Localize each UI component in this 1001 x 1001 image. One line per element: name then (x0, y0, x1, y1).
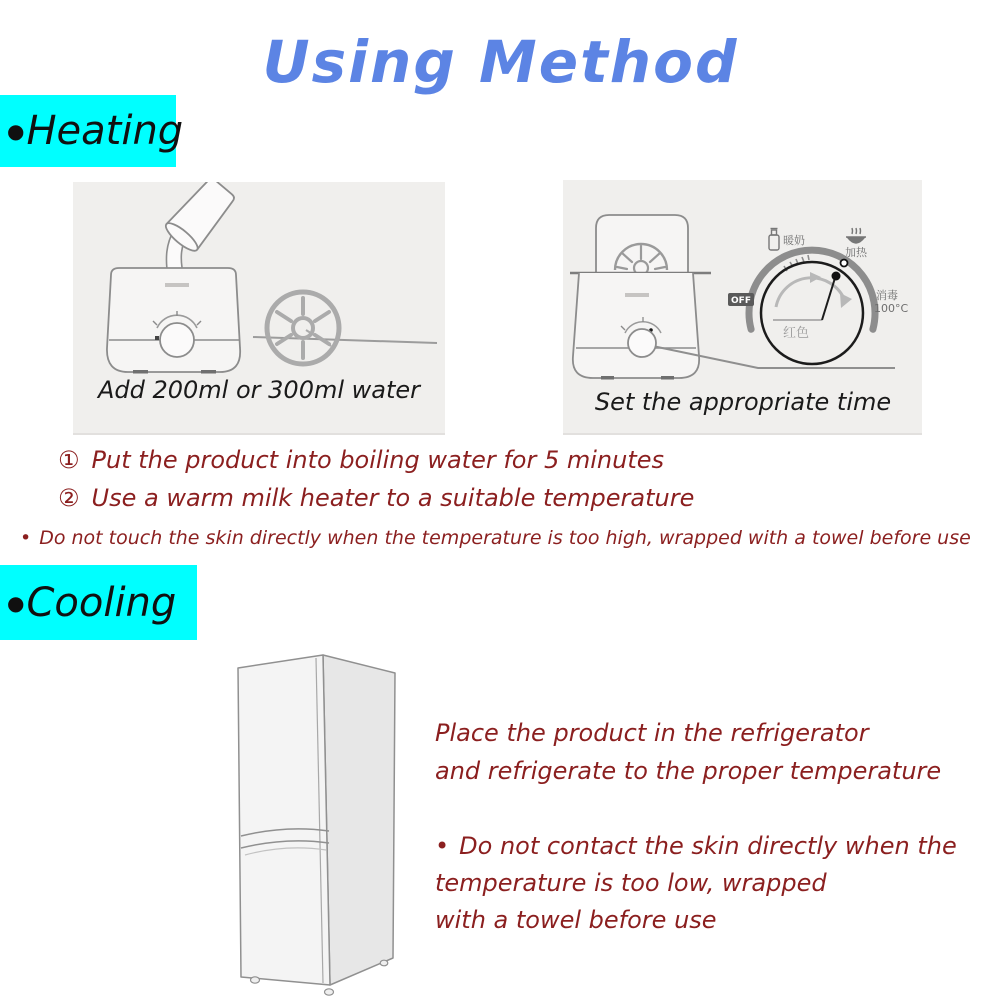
add-water-caption: Add 200ml or 300ml water (97, 376, 421, 404)
cooling-description-line: and refrigerate to the proper temperature (435, 757, 942, 785)
dial-pointer (822, 278, 835, 320)
arrowhead (840, 293, 852, 308)
bullet-icon: ● (7, 119, 25, 143)
page-title: Using Method (262, 28, 739, 96)
cooling-note-text: Do not contact the skin directly when the (459, 832, 957, 860)
cooling-description-line: Place the product in the refrigerator (435, 719, 869, 747)
knob-marker (155, 336, 159, 340)
warmer-foot (661, 376, 674, 380)
heating-step-2 (58, 484, 694, 512)
heating-section-label (0, 95, 184, 167)
cooling-label-text: Cooling (26, 579, 177, 626)
sterilize-label: 消毒 (876, 289, 898, 302)
sterilize-temp-label: 100°C (874, 302, 909, 315)
step-text: Put the product into boiling water for 5 minutes (91, 446, 664, 474)
fridge-side-face (323, 655, 395, 985)
warmer-foot (133, 370, 148, 374)
pointer-dot (832, 272, 841, 281)
refrigerator-illustration (200, 640, 420, 1000)
arrowhead (810, 272, 821, 283)
warmer-foot (601, 376, 614, 380)
heating-step-1 (58, 446, 664, 474)
warmer-body (573, 273, 699, 378)
set-time-panel (563, 180, 922, 433)
cooling-section-label (0, 565, 197, 640)
set-time-caption: Set the appropriate time (594, 388, 892, 416)
bullet-icon: • (20, 527, 32, 549)
heating-label-text: Heating (26, 108, 184, 154)
rim-marker-dot (841, 260, 848, 267)
heating-warning-note (20, 527, 971, 549)
step-text: Use a warm milk heater to a suitable temperature (91, 484, 695, 512)
milk-warmer-add-water-illustration (73, 182, 445, 433)
warmer-knob (628, 329, 656, 357)
heating-note-text: Do not touch the skin directly when the temperature is too high, wrapped with a towel before use (39, 527, 971, 549)
brand-mark (165, 283, 189, 287)
fridge-front-face (238, 655, 330, 985)
cooling-note-line (435, 828, 957, 865)
step-number: ② (58, 484, 80, 512)
off-label: OFF (731, 296, 751, 306)
cooling-warning-note (435, 828, 957, 939)
step-number: ① (58, 446, 80, 474)
milk-bottle-icon (769, 229, 779, 251)
dial-diagram (728, 228, 908, 364)
warmer-knob (160, 323, 194, 357)
heating-disc-icon (267, 292, 339, 364)
cooling-note-line: with a towel before use (435, 906, 717, 934)
milk-warmer-dial-illustration (563, 180, 922, 433)
fridge-foot (251, 977, 260, 983)
brand-mark (625, 293, 649, 297)
red-zone-label: 红色 (782, 326, 810, 341)
steam-bowl-icon (846, 228, 866, 243)
warm-milk-label: 暖奶 (783, 234, 805, 247)
warmer-foot (201, 370, 216, 374)
heat-label: 加热 (845, 246, 867, 259)
cooling-note-line: temperature is too low, wrapped (435, 869, 827, 897)
add-water-panel (73, 182, 445, 433)
bullet-icon: • (435, 832, 450, 860)
cooling-description (435, 714, 941, 790)
fridge-foot (380, 960, 388, 966)
bullet-icon: ● (7, 590, 25, 615)
refrigerator-svg (200, 640, 420, 1000)
fridge-foot (325, 989, 334, 995)
